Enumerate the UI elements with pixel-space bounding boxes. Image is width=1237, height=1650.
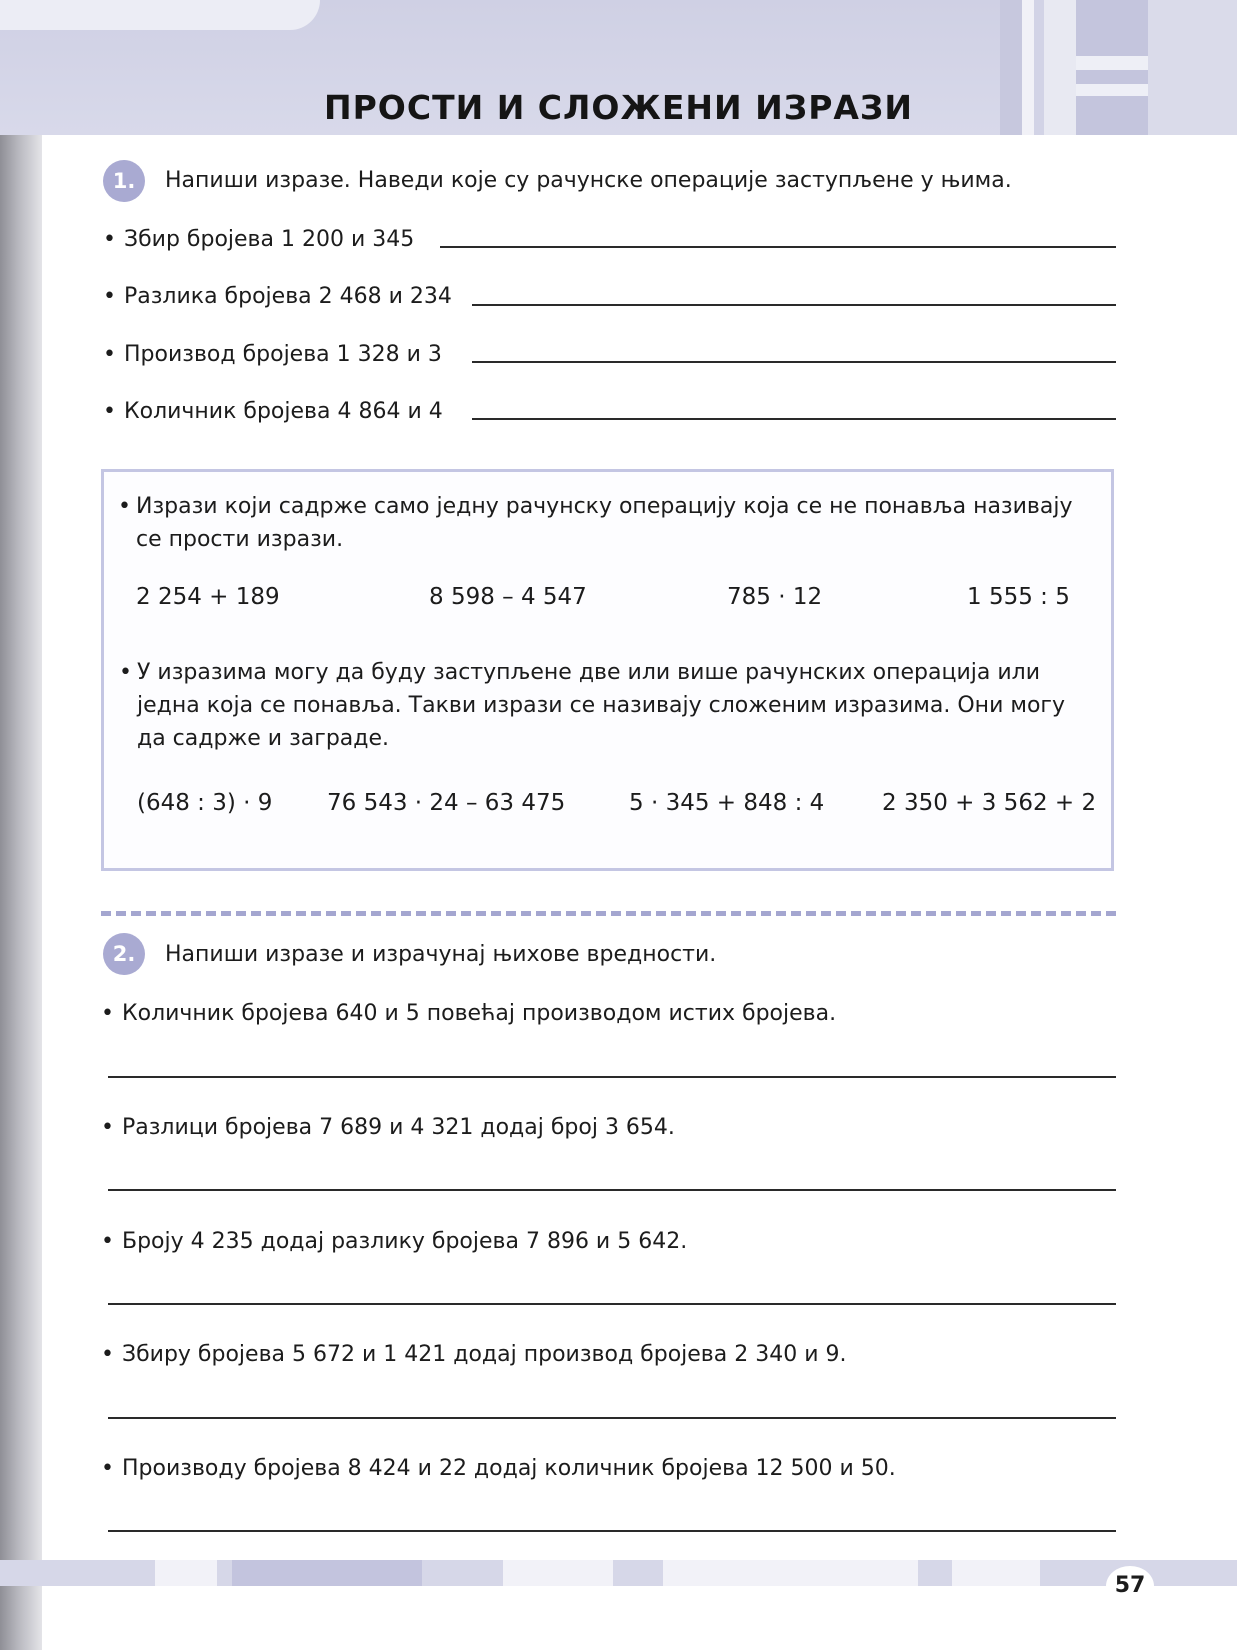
definition-text: • У изразима могу да буду заступљене две или више рачунских операција или [137, 656, 1040, 689]
example-expression: 5 · 345 + 848 : 4 [629, 790, 825, 816]
definition-text: да садрже и заграде. [137, 726, 390, 751]
answer-line[interactable] [472, 304, 1116, 306]
answer-line[interactable] [108, 1530, 1116, 1532]
answer-line[interactable] [108, 1417, 1116, 1419]
definition-text: се прости изрази. [136, 527, 344, 552]
example-expression: 76 543 · 24 – 63 475 [327, 790, 566, 816]
example-expression: (648 : 3) · 9 [137, 790, 273, 816]
exercise-item: • Збиру бројева 5 672 и 1 421 додај производ бројева 2 340 и 9. [101, 1342, 847, 1367]
definition-text: • Изрази који садрже само једну рачунску операцију која се не понавља називају [136, 490, 1073, 523]
answer-line[interactable] [108, 1303, 1116, 1305]
task-instruction: Напиши изразе и израчунај њихове вредности. [165, 942, 717, 967]
example-expression: 2 254 + 189 [136, 584, 280, 610]
exercise-item: • Производу бројева 8 424 и 22 додај количник бројева 12 500 и 50. [101, 1456, 896, 1481]
definition-text: једна која се понавља. Такви изрази се називају сложеним изразима. Они могу [137, 693, 1065, 718]
footer-stripe [155, 1560, 217, 1586]
answer-line[interactable] [472, 361, 1116, 363]
page-number: 57 [1106, 1566, 1154, 1606]
answer-line[interactable] [472, 418, 1116, 420]
exercise-item: • Броју 4 235 додај разлику бројева 7 896 и 5 642. [101, 1229, 687, 1254]
task-number-badge: 1. [103, 160, 145, 202]
header-stripe [1076, 56, 1148, 70]
header-swoosh [0, 0, 320, 30]
footer-stripe [232, 1560, 422, 1586]
book-spine-shadow [0, 0, 42, 1650]
definition-box [101, 469, 1114, 871]
example-expression: 1 555 : 5 [967, 584, 1070, 610]
footer-stripe [663, 1560, 918, 1586]
page-title: ПРОСТИ И СЛОЖЕНИ ИЗРАЗИ [324, 88, 913, 127]
task-number-badge: 2. [103, 933, 145, 975]
example-expression: 2 350 + 3 562 + 2 [882, 790, 1097, 816]
footer-stripe [503, 1560, 613, 1586]
section-divider [101, 911, 1116, 916]
exercise-item: • Разлика бројева 2 468 и 234 [103, 284, 452, 309]
example-expression: 8 598 – 4 547 [429, 584, 587, 610]
exercise-item: • Количник бројева 640 и 5 повећај производом истих бројева. [101, 1001, 836, 1026]
example-expression: 785 · 12 [727, 584, 823, 610]
task-instruction: Напиши изразе. Наведи које су рачунске операције заступљене у њима. [165, 168, 1012, 193]
answer-line[interactable] [108, 1076, 1116, 1078]
exercise-item: • Збир бројева 1 200 и 345 [103, 227, 414, 252]
exercise-item: • Производ бројева 1 328 и 3 [103, 342, 442, 367]
answer-line[interactable] [440, 246, 1116, 248]
exercise-item: • Количник бројева 4 864 и 4 [103, 399, 443, 424]
answer-line[interactable] [108, 1189, 1116, 1191]
exercise-item: • Разлици бројева 7 689 и 4 321 додај број 3 654. [101, 1115, 675, 1140]
footer-stripe [952, 1560, 1040, 1586]
